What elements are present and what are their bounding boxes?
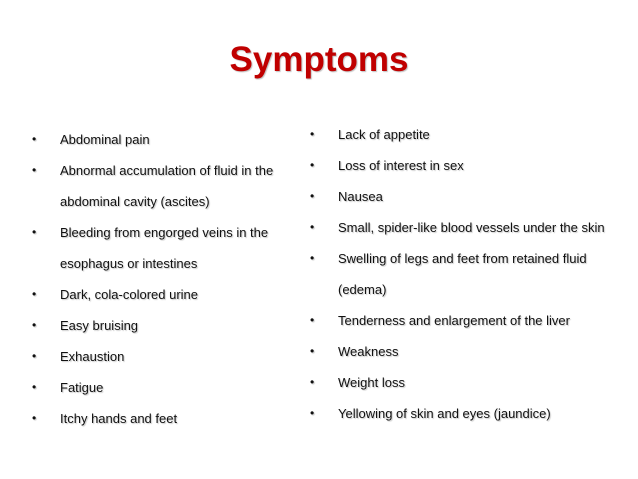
bullet-icon: • — [32, 411, 37, 425]
list-item — [308, 119, 618, 150]
bullet-icon: • — [32, 163, 37, 177]
bullet-icon: • — [310, 158, 315, 172]
list-item-text: Abdominal pain — [60, 132, 150, 147]
list-item-text-continued: esophagus or intestines — [60, 256, 198, 271]
list-item-text: Fatigue — [60, 380, 104, 395]
list-item-text: Yellowing of skin and eyes (jaundice) — [338, 406, 551, 421]
bullet-icon: • — [310, 375, 315, 389]
symptoms-list-left — [30, 124, 295, 434]
list-item — [30, 372, 295, 403]
list-item-text: Tenderness and enlargement of the liver — [338, 313, 570, 328]
list-item-text: Weight loss — [338, 375, 405, 390]
list-item-text: Lack of appetite — [338, 127, 430, 142]
bullet-icon: • — [310, 189, 315, 203]
bullet-icon: • — [310, 344, 315, 358]
list-item-text: Exhaustion — [60, 349, 125, 364]
list-item — [30, 341, 295, 372]
bullet-icon: • — [32, 287, 37, 301]
list-item — [30, 310, 295, 341]
list-item — [308, 181, 618, 212]
list-item — [308, 150, 618, 181]
list-item-text: Small, spider-like blood vessels under the skin — [338, 220, 605, 235]
list-item — [308, 305, 618, 336]
list-item — [308, 336, 618, 367]
list-item — [308, 243, 618, 305]
bullet-icon: • — [32, 380, 37, 394]
bullet-icon: • — [32, 318, 37, 332]
list-item-text: Itchy hands and feet — [60, 411, 178, 426]
list-item-text: Swelling of legs and feet from retained fluid — [338, 251, 587, 266]
bullet-icon: • — [32, 349, 37, 363]
bullet-icon: • — [310, 127, 315, 141]
list-item-text: Nausea — [338, 189, 383, 204]
list-item — [30, 124, 295, 155]
list-item-text-continued: abdominal cavity (ascites) — [60, 194, 210, 209]
list-item-text: Dark, cola-colored urine — [60, 287, 199, 302]
list-item — [308, 212, 618, 243]
list-item — [308, 367, 618, 398]
list-item — [308, 398, 618, 429]
list-item-text: Abnormal accumulation of fluid in the — [60, 163, 274, 178]
list-item — [30, 403, 295, 434]
list-item-text: Bleeding from engorged veins in the — [60, 225, 269, 240]
slide-title: Symptoms — [229, 40, 409, 79]
list-item-text: Loss of interest in sex — [338, 158, 464, 173]
symptoms-list-right — [308, 119, 618, 429]
bullet-icon: • — [32, 132, 37, 146]
list-item-text: Weakness — [338, 344, 399, 359]
list-item — [30, 155, 295, 217]
bullet-icon: • — [32, 225, 37, 239]
list-item-text: Easy bruising — [60, 318, 139, 333]
list-item — [30, 217, 295, 279]
bullet-icon: • — [310, 251, 315, 265]
bullet-icon: • — [310, 313, 315, 327]
bullet-icon: • — [310, 220, 315, 234]
list-item-text-continued: (edema) — [338, 282, 387, 297]
bullet-icon: • — [310, 406, 315, 420]
list-item — [30, 279, 295, 310]
